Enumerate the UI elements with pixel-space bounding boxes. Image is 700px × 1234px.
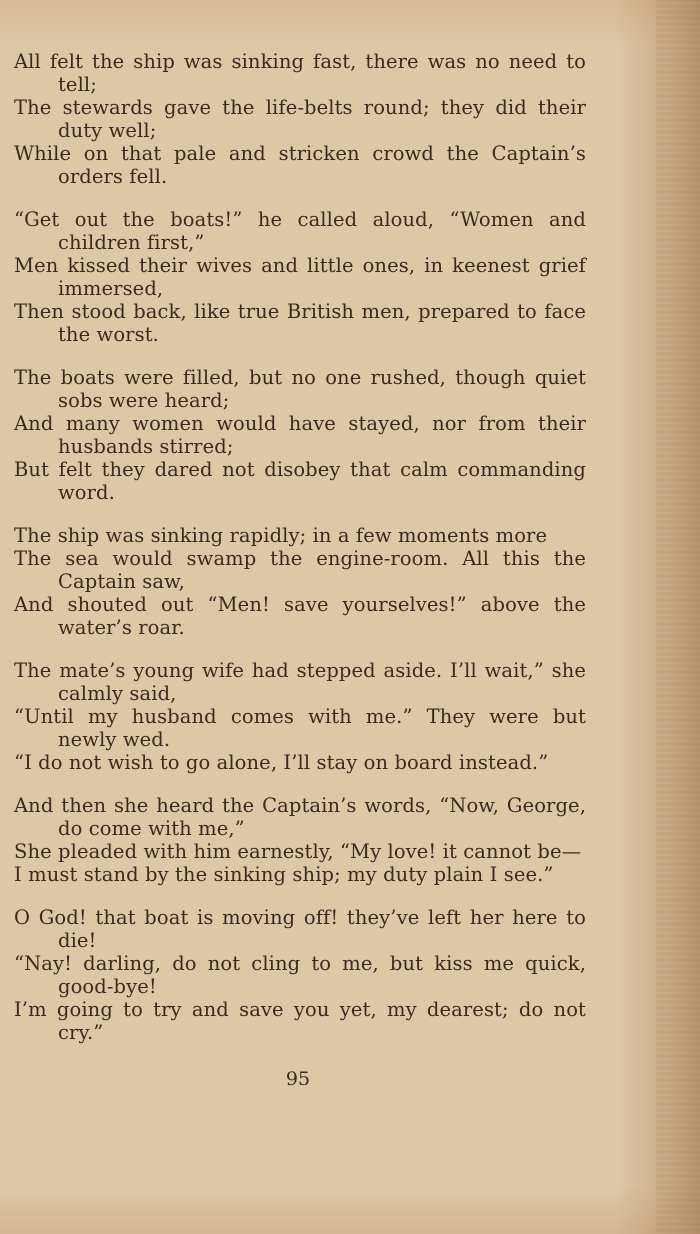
poem-line: But felt they dared not disobey that calm commanding word. xyxy=(14,458,586,504)
poem-line: “Get out the boats!” he called aloud, “Women and children first,” xyxy=(14,208,586,254)
poem-line: The mate’s young wife had stepped aside. I’ll wait,” she calmly said, xyxy=(14,659,586,705)
poem-line: The ship was sinking rapidly; in a few moments more xyxy=(14,524,548,547)
poem-line: O God! that boat is moving off! they’ve left her here to die! xyxy=(14,906,586,952)
poem-line: Then stood back, like true British men, prepared to face the worst. xyxy=(14,300,586,346)
poem-line: “Nay! darling, do not cling to me, but kiss me quick, good-bye! xyxy=(14,952,586,998)
poem-line: The sea would swamp the engine-room. All this the Captain saw, xyxy=(14,547,586,593)
poem-line: All felt the ship was sinking fast, there was no need to tell; xyxy=(14,50,586,96)
poem-line: Men kissed their wives and little ones, in keenest grief immersed, xyxy=(14,254,586,300)
poem-line: I’m going to try and save you yet, my dearest; do not cry.” xyxy=(14,998,586,1044)
stanza-5 xyxy=(14,659,586,774)
poem-line: “I do not wish to go alone, I’ll stay on board instead.” xyxy=(14,751,549,774)
poem-line: I must stand by the sinking ship; my duty plain I see.” xyxy=(14,863,554,886)
poem-body xyxy=(14,50,586,1064)
stanza-3 xyxy=(14,366,586,504)
poem-line: The stewards gave the life-belts round; they did their duty well; xyxy=(14,96,586,142)
poem-line: “Until my husband comes with me.” They were but newly wed. xyxy=(14,705,586,751)
page-edge xyxy=(656,0,700,1234)
poem-line: And shouted out “Men! save yourselves!” above the water’s roar. xyxy=(14,593,586,639)
page-number: 95 xyxy=(285,1068,311,1090)
poem-line: And then she heard the Captain’s words, “Now, George, do come with me,” xyxy=(14,794,586,840)
poem-line: And many women would have stayed, nor from their husbands stirred; xyxy=(14,412,586,458)
stanza-7 xyxy=(14,906,586,1044)
poem-line: The boats were filled, but no one rushed, though quiet sobs were heard; xyxy=(14,366,586,412)
stanza-1 xyxy=(14,50,586,188)
poem-line: While on that pale and stricken crowd the Captain’s orders fell. xyxy=(14,142,586,188)
stanza-2 xyxy=(14,208,586,346)
poem-line: She pleaded with him earnestly, “My love! it cannot be— xyxy=(14,840,582,863)
stanza-4 xyxy=(14,524,586,639)
stanza-6 xyxy=(14,794,586,886)
